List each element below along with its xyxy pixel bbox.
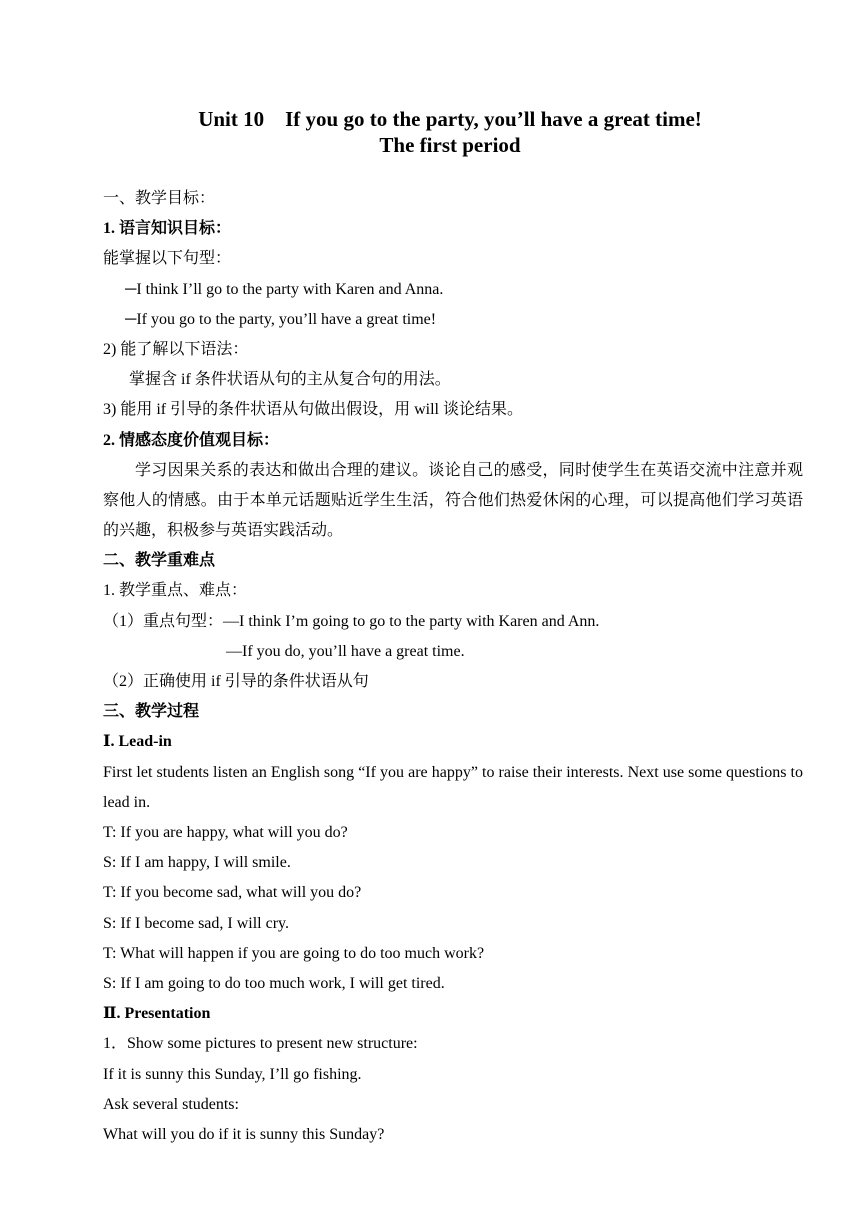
emotional-goals-paragraph: 学习因果关系的表达和做出合理的建议。谈论自己的感受，同时使学生在英语交流中注意并观察他人的情感。由于本单元话题贴近学生生活，符合他们热爱休闲的心理，可以提高他们学习英语的兴趣，积极参与英语实践活动。 (103, 461, 803, 540)
hypothesis-item: 3) 能用 if 引导的条件状语从句做出假设，用 will 谈论结果。 (103, 401, 523, 419)
period-title: The first period (379, 133, 521, 157)
dialog-line: S: If I am going to do too much work, I will get tired. (103, 974, 445, 992)
key-sentence-pattern: （1）重点句型：—I think I’m going to go to the party with Karen and Ann. (103, 612, 600, 630)
presentation-step: 1．Show some pictures to present new structure: (103, 1035, 418, 1053)
dialog-line: S: If I become sad, I will cry. (103, 914, 290, 932)
dialog-line: T: If you become sad, what will you do? (103, 884, 362, 902)
dialog-line: T: What will happen if you are going to do too much work? (103, 944, 485, 962)
lead-in-paragraph: First let students listen an English song “If you are happy” to raise their interests. Next use some questions to lead in. (103, 763, 803, 811)
sentence-patterns-intro: 能掌握以下句型： (103, 250, 232, 268)
example-sentence-1: ─I think I’ll go to the party with Karen and Anna. (125, 280, 444, 298)
section-heading-objectives: 一、教学目标： (103, 190, 216, 207)
unit-title: Unit 10 If you go to the party, you’ll have a great time! (198, 107, 702, 131)
grammar-item: 2) 能了解以下语法： (103, 340, 249, 358)
key-sentence-pattern-reply: —If you do, you’ll have a great time. (226, 642, 465, 660)
grammar-detail: 掌握含 if 条件状语从句的主从复合句的用法。 (129, 371, 451, 389)
title-block (0, 106, 860, 158)
presentation-example: If it is sunny this Sunday, I’ll go fishing. (103, 1065, 362, 1083)
dialog-line: S: If I am happy, I will smile. (103, 854, 291, 872)
presentation-heading: Ⅱ. Presentation (103, 1005, 211, 1023)
dialog-line: T: If you are happy, what will you do? (103, 824, 348, 842)
subheading-emotional-goals: 2. 情感态度价值观目标： (103, 431, 280, 449)
subheading-language-knowledge: 1. 语言知识目标： (103, 220, 232, 238)
section-heading-key-points: 二、教学重难点 (103, 552, 216, 570)
example-sentence-2: ─If you go to the party, you’ll have a great time! (125, 310, 437, 328)
lead-in-heading: Ⅰ. Lead-in (103, 733, 172, 751)
key-points-item: 1. 教学重点、难点： (103, 582, 248, 600)
section-heading-process: 三、教学过程 (103, 703, 200, 721)
presentation-instruction: Ask several students: (103, 1095, 239, 1113)
presentation-question: What will you do if it is sunny this Sunday? (103, 1125, 385, 1143)
document-body (103, 184, 803, 1150)
conditional-usage-point: （2）正确使用 if 引导的条件状语从句 (103, 673, 369, 691)
